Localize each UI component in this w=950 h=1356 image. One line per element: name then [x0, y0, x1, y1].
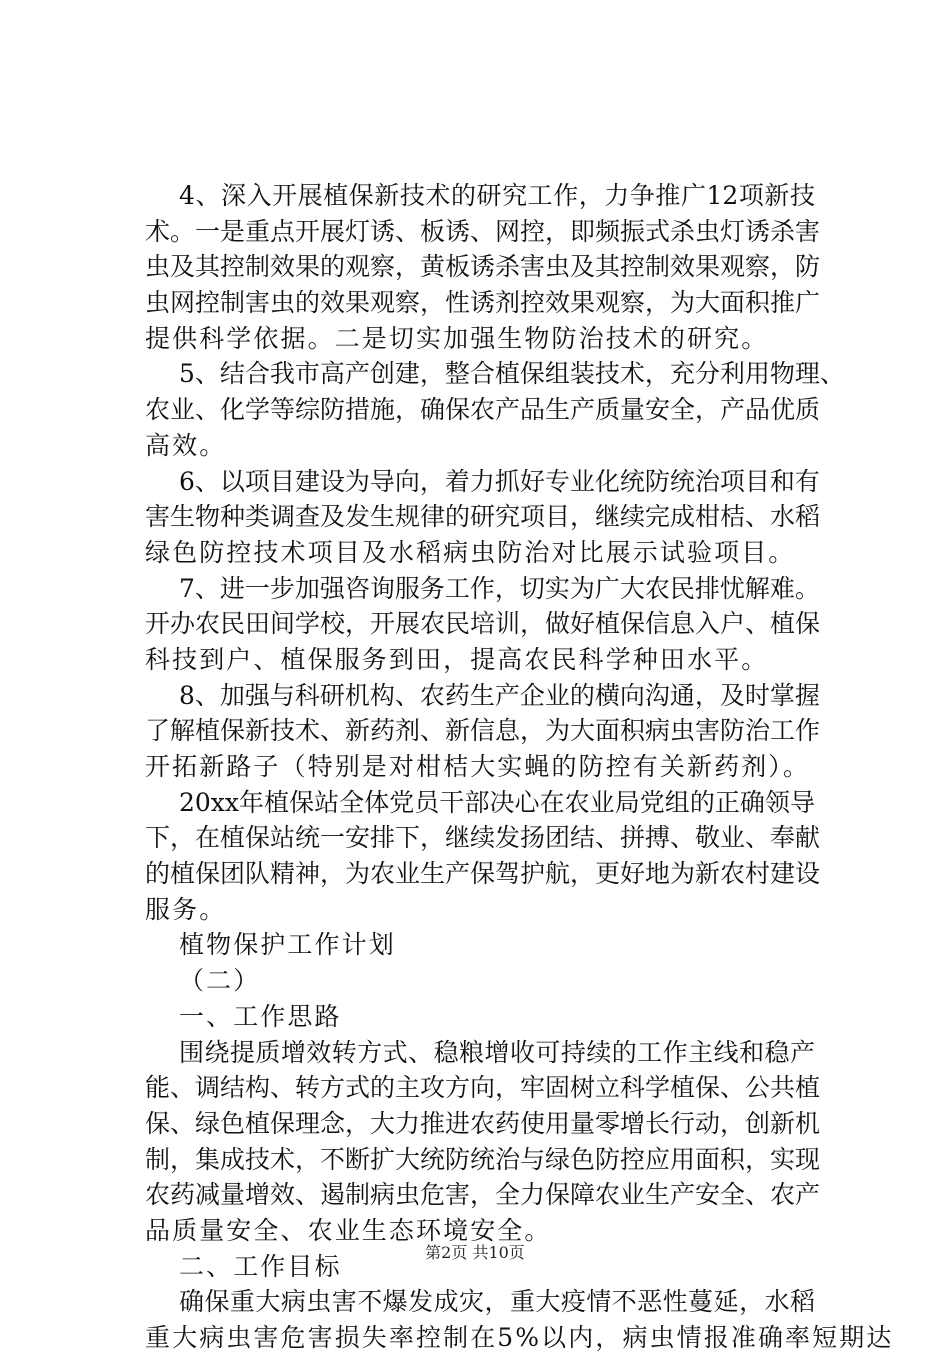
paragraph-line: 二、工作目标: [179, 1251, 342, 1281]
paragraph-line: 保、绿色植保理念，大力推进农药使用量零增长行动，创新机: [145, 1108, 821, 1138]
paragraph-line: 确保重大病虫害不爆发成灾，重大疫情不恶性蔓延，水稻: [179, 1287, 815, 1317]
paragraph-line: 20xx年植保站全体党员干部决心在农业局党组的正确领导: [179, 787, 815, 817]
paragraph-line: 4、深入开展植保新技术的研究工作，力争推广12项新技: [179, 181, 815, 210]
paragraph: [145, 178, 821, 356]
paragraph-line: 一、工作思路: [179, 1001, 342, 1031]
paragraph: [145, 678, 821, 785]
paragraph-line: 农药减量增效、遏制病虫危害，全力保障农业生产安全、农产: [145, 1180, 821, 1210]
paragraph: [145, 927, 815, 963]
paragraph-line: 品质量安全、农业生态环境安全。: [145, 1215, 552, 1245]
page-footer: 第2页 共10页: [425, 1243, 525, 1262]
paragraph-line: 下，在植保站统一安排下，继续发扬团结、拼搏、敬业、奉献: [145, 823, 821, 853]
paragraph-line: 能、调结构、转方式的主攻方向，牢固树立科学植保、公共植: [145, 1073, 821, 1103]
paragraph-line: 农业、化学等综防措施，确保农产品生产质量安全，产品优质: [145, 395, 821, 425]
paragraph-line: 制，集成技术，不断扩大统防统治与绿色防控应用面积，实现: [145, 1144, 821, 1174]
paragraph-line: 6、以项目建设为导向，着力抓好专业化统防统治项目和有: [179, 466, 820, 496]
paragraph-line: 术。一是重点开展灯诱、板诱、网控，即频振式杀虫灯诱杀害: [145, 216, 821, 246]
paragraph-line: 围绕提质增效转方式、稳粮增收可持续的工作主线和稳产: [179, 1037, 815, 1067]
document-body: [145, 178, 894, 1356]
paragraph-line: 植物保护工作计划: [179, 930, 396, 960]
paragraph-line: 绿色防控技术项目及水稻病虫防治对比展示试验项目。: [145, 537, 796, 567]
paragraph-line: 虫网控制害虫的效果观察，性诱剂控效果观察，为大面积推广: [145, 288, 821, 318]
paragraph-line: 虫及其控制效果的观察，黄板诱杀害虫及其控制效果观察，防: [145, 252, 821, 282]
paragraph: [145, 356, 845, 463]
paragraph-line: 高效。: [145, 430, 227, 460]
paragraph-line: （二）: [179, 966, 261, 996]
paragraph: [145, 571, 821, 678]
paragraph-line: 7、进一步加强咨询服务工作，切实为广大农民排忧解难。: [179, 573, 820, 603]
paragraph-line: 害生物种类调查及发生规律的研究项目，继续完成柑桔、水稻: [145, 502, 821, 532]
paragraph-line: 开拓新路子（特别是对柑桔大实蝇的防控有关新药剂）。: [145, 752, 811, 781]
paragraph-line: 重大病虫害危害损失率控制在5%以内，病虫情报准确率短期达: [145, 1323, 894, 1352]
paragraph-line: 开办农民田间学校，开展农民培训，做好植保信息入户、植保: [145, 609, 821, 639]
paragraph-line: 5、结合我市高产创建，整合植保组装技术，充分利用物理、: [179, 359, 845, 389]
paragraph-line: 的植保团队精神，为农业生产保驾护航，更好地为新农村建设: [145, 859, 821, 889]
paragraph-line: 8、加强与科研机构、农药生产企业的横向沟通，及时掌握: [179, 680, 820, 710]
paragraph: [145, 1035, 821, 1249]
paragraph-line: 提供科学依据。二是切实加强生物防治技术的研究。: [145, 323, 769, 353]
paragraph: [145, 999, 815, 1035]
paragraph: [145, 1284, 894, 1355]
paragraph-line: 科技到户、植保服务到田，提高农民科学种田水平。: [145, 644, 769, 674]
paragraph: [145, 963, 815, 999]
paragraph: [145, 464, 821, 571]
paragraph-line: 了解植保新技术、新药剂、新信息，为大面积病虫害防治工作: [145, 716, 821, 746]
paragraph: [145, 785, 821, 928]
paragraph-line: 服务。: [145, 894, 227, 924]
